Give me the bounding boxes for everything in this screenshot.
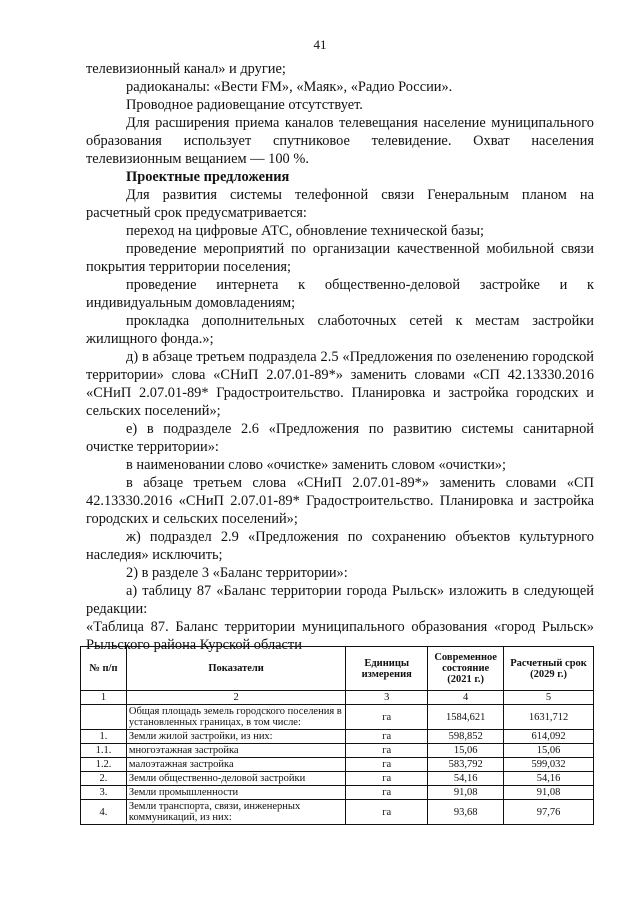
- table-row: [81, 786, 594, 800]
- paragraph: Для развития системы телефонной связи Генеральным планом на расчетный срок предусматривается:: [86, 187, 594, 221]
- cell-number: 3.: [81, 786, 127, 800]
- page-number: 41: [313, 37, 327, 52]
- cell-unit: га: [346, 758, 428, 772]
- cell-unit: га: [346, 772, 428, 786]
- cell-indicator: Земли промышленности: [126, 786, 345, 800]
- cell-current: 583,792: [428, 758, 504, 772]
- cell-current: 91,08: [428, 786, 504, 800]
- table-caption: «Таблица 87. Баланс территории муниципального образования «город Рыльск» Рыльского района Курской области: [86, 619, 594, 653]
- cell-projected: 599,032: [504, 758, 594, 772]
- column-number: 2: [126, 691, 345, 705]
- cell-unit: га: [346, 744, 428, 758]
- paragraph: Проводное радиовещание отсутствует.: [126, 97, 363, 113]
- cell-projected: 91,08: [504, 786, 594, 800]
- cell-unit: га: [346, 800, 428, 825]
- cell-number: 2.: [81, 772, 127, 786]
- cell-number: 1.2.: [81, 758, 127, 772]
- table-row: [81, 744, 594, 758]
- column-header: Единицы измерения: [346, 647, 428, 691]
- column-header: Расчетный срок (2029 г.): [504, 647, 594, 691]
- table-row: [81, 730, 594, 744]
- cell-indicator: Земли общественно-деловой застройки: [126, 772, 345, 786]
- column-number: 4: [428, 691, 504, 705]
- paragraph: а) таблицу 87 «Баланс территории города Рыльск» изложить в следующей редакции:: [86, 583, 594, 617]
- cell-projected: 1631,712: [504, 705, 594, 730]
- column-number-row: [81, 691, 594, 705]
- cell-unit: га: [346, 730, 428, 744]
- cell-current: 93,68: [428, 800, 504, 825]
- paragraph: в наименовании слово «очистке» заменить словом «очистки»;: [126, 457, 506, 473]
- table-row: [81, 800, 594, 825]
- cell-projected: 54,16: [504, 772, 594, 786]
- paragraph: прокладка дополнительных слаботочных сетей к местам застройки жилищного фонда.»;: [86, 313, 594, 347]
- cell-current: 15,06: [428, 744, 504, 758]
- paragraph: телевизионный канал» и другие;: [86, 61, 286, 77]
- table-row: [81, 772, 594, 786]
- column-number: 5: [504, 691, 594, 705]
- cell-number: 1.: [81, 730, 127, 744]
- document-body: [86, 60, 594, 654]
- paragraph: проведение мероприятий по организации качественной мобильной связи покрытия территории поселения;: [86, 241, 594, 275]
- cell-number: 4.: [81, 800, 127, 825]
- paragraph: в абзаце третьем слова «СНиП 2.07.01-89*» заменить словами «СП 42.13330.2016 «СНиП 2.07.01-89* Градостроительство. Планировка и застройка городских и сельских поселений»;: [86, 475, 594, 527]
- column-header: № п/п: [81, 647, 127, 691]
- cell-projected: 614,092: [504, 730, 594, 744]
- paragraph: 2) в разделе 3 «Баланс территории»:: [126, 565, 348, 581]
- column-number: 3: [346, 691, 428, 705]
- cell-projected: 15,06: [504, 744, 594, 758]
- table-row: [81, 758, 594, 772]
- column-number: 1: [81, 691, 127, 705]
- cell-indicator: малоэтажная застройка: [126, 758, 345, 772]
- cell-current: 54,16: [428, 772, 504, 786]
- column-header: Показатели: [126, 647, 345, 691]
- paragraph: д) в абзаце третьем подраздела 2.5 «Предложения по озеленению городской территории» слова «СНиП 2.07.01-89*» заменить словами «СП 42.13330.2016 «СНиП 2.07.01-89* Градостроительство. Планировка и застройка городских и сельских поселений»;: [86, 349, 594, 419]
- cell-projected: 97,76: [504, 800, 594, 825]
- paragraph: радиоканалы: «Вести FM», «Маяк», «Радио России».: [126, 79, 453, 95]
- cell-unit: га: [346, 705, 428, 730]
- section-heading: Проектные предложения: [126, 169, 290, 185]
- paragraph: проведение интернета к общественно-деловой застройке и к индивидуальным домовладениям;: [86, 277, 594, 311]
- paragraph: Для расширения приема каналов телевещания население муниципального образования использует спутниковое телевидение. Охват населения телевизионным вещанием — 100 %.: [86, 115, 594, 167]
- column-header: Современное состояние (2021 г.): [428, 647, 504, 691]
- cell-unit: га: [346, 786, 428, 800]
- cell-number: [81, 705, 127, 730]
- cell-current: 598,852: [428, 730, 504, 744]
- paragraph: ж) подраздел 2.9 «Предложения по сохранению объектов культурного наследия» исключить;: [86, 529, 594, 563]
- cell-indicator: Земли транспорта, связи, инженерных коммуникаций, из них:: [126, 800, 345, 825]
- cell-indicator: Земли жилой застройки, из них:: [126, 730, 345, 744]
- table-row: [81, 705, 594, 730]
- territory-balance-table: [80, 646, 594, 825]
- cell-current: 1584,621: [428, 705, 504, 730]
- cell-number: 1.1.: [81, 744, 127, 758]
- cell-indicator: Общая площадь земель городского поселения в установленных границах, в том числе:: [126, 705, 345, 730]
- paragraph: переход на цифровые АТС, обновление технической базы;: [126, 223, 485, 239]
- paragraph: е) в подразделе 2.6 «Предложения по развитию системы санитарной очистке территории»:: [86, 421, 594, 455]
- cell-indicator: многоэтажная застройка: [126, 744, 345, 758]
